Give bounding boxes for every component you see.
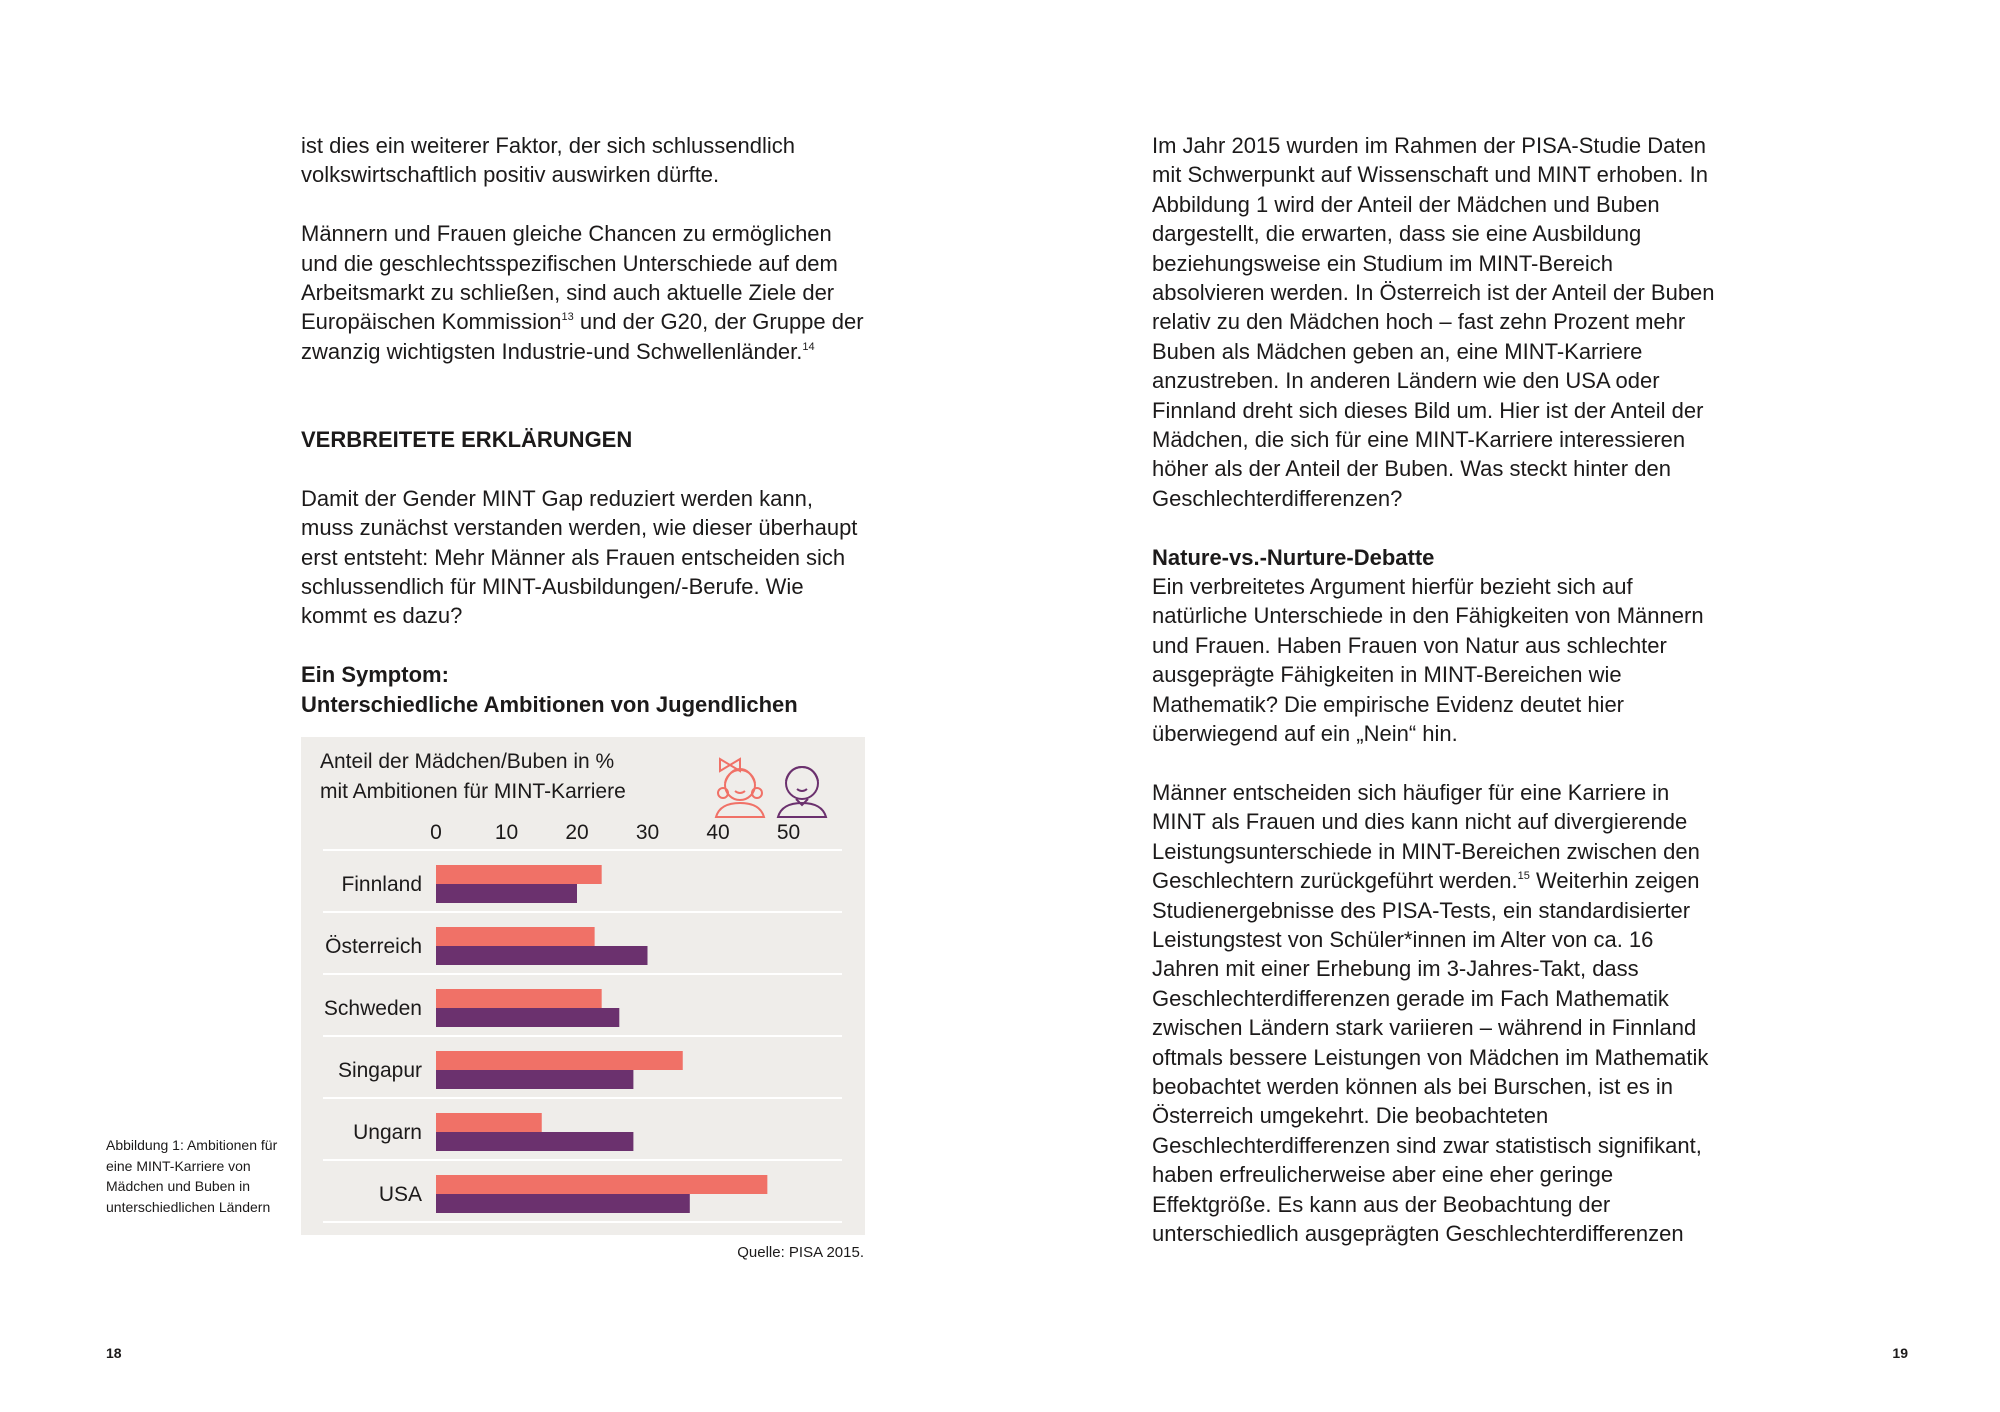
bar-buben-schweden [436,1008,619,1027]
right-heading: Nature-vs.-Nurture-Debatte [1152,544,1435,570]
chart-legend [716,759,826,817]
chart-title-line-2: mit Ambitionen für MINT-Karriere [320,779,626,803]
category-label: USA [378,1183,422,1206]
category-label: Schweden [323,997,422,1020]
right-paragraph-2: Ein verbreitetes Argument hierfür bezieht sich auf natürliche Unterschiede in den Fähigkeiten von Männern und Frauen. Haben Frauen von Natur aus schlechter ausgeprägte Fähigkeiten in MINT-Bereichen wie Mathematik? Die empirische Evidenz deutet hier überwiegend auf ein „Nein“ hin. [1152,574,1704,747]
right-paragraph-1: Im Jahr 2015 wurden im Rahmen der PISA-Studie Daten mit Schwerpunkt auf Wissenschaft und MINT erhoben. In Abbildung 1 wird der Anteil der Mädchen und Buben dargestellt, die erwarten, dass sie eine Ausbildung beziehungsweise ein Studium im MINT-Bereich absolvieren werden. In Österreich ist der Anteil der Buben relativ zu den Mädchen hoch – fast zehn Prozent mehr Buben als Mädchen geben an, eine MINT-Karriere anzustreben. In anderen Ländern wie den USA oder Finnland dreht sich dieses Bild um. Hier ist der Anteil der Mädchen, die sich für eine MINT-Karriere interessieren höher als der Anteil der Buben. Was steckt hinter den Geschlechterdifferenzen? [1152,133,1715,511]
subheading-ambitions: Unterschiedliche Ambitionen von Jugendlichen [301,691,798,717]
bar-chart [301,737,865,1235]
figure-caption: Abbildung 1: Ambitionen für eine MINT-Karriere von Mädchen und Buben in unterschiedlichen Ländern [106,1137,278,1215]
section-heading: VERBREITETE ERKLÄRUNGEN [301,427,633,453]
left-paragraph-2 [301,219,871,366]
bar-buben-ungarn [436,1132,633,1151]
chart-source: Quelle: PISA 2015. [737,1244,864,1261]
x-axis-ticks [430,821,800,844]
footnote-13: 13 [561,311,574,324]
x-tick-label: 20 [565,821,589,844]
right-paragraph-3 [1152,778,1722,1249]
footnote-15: 15 [1517,870,1530,883]
bar-maedchen-ungarn [436,1113,542,1132]
category-label: Österreich [325,935,422,958]
x-tick-label: 40 [706,821,730,844]
x-tick-label: 50 [776,821,801,844]
left-paragraph-2-text-2: und der G20, der Gruppe der zwanzig wichtigsten Industrie-und Schwellenländer. [301,309,864,364]
category-label: Finnland [341,873,422,896]
bar-buben-österreich [436,946,648,965]
page-number-left: 18 [106,1345,122,1361]
category-label: Singapur [337,1059,422,1082]
right-paragraph-3-text-2: Weiterhin zeigen Studienergebnisse des PISA-Tests, ein standardisierter Leistungstest von Schüler*innen im Alter von ca. 16 Jahren mit einer Erhebung im 3-Jahres-Takt, dass Geschlechterdifferenzen gerade im Fach Mathematik zwischen Ländern stark variieren – während in Finnland oftmals bessere Leistungen von Mädchen im Mathematik beobachtet werden können als bei Burschen, ist es in Österreich umgekehrt. Die beobachteten Geschlechterdifferenzen sind zwar statistisch signifikant, haben erfreulicherweise aber eine eher geringe Effektgröße. Es kann aus der Beobachtung der unterschiedlich ausgeprägten Geschlechterdifferenzen [1152,868,1709,1246]
page-number-right: 19 [1892,1345,1908,1361]
right-column [1152,131,1722,1248]
x-tick-label: 30 [635,821,660,844]
left-paragraph-2-text: Männern und Frauen gleiche Chancen zu ermöglichen und die geschlechtsspezifischen Unterschiede auf dem Arbeitsmarkt zu schließen, sind auch aktuelle Ziele der Europäischen Kommission [301,221,838,335]
right-paragraph-3-text: Männer entscheiden sich häufiger für eine Karriere in MINT als Frauen und dies kann nicht auf divergierende Leistungsunterschiede in MINT-Bereichen zwischen den Geschlechtern zurückgeführt werden. [1152,779,1700,894]
chart-rows [323,850,842,1222]
bar-maedchen-schweden [436,989,602,1008]
x-tick-label: 10 [494,821,519,844]
bar-maedchen-finnland [436,865,602,884]
subheading-symptom: Ein Symptom: [301,662,449,688]
bar-maedchen-usa [436,1175,767,1194]
chart-panel [301,737,865,1235]
bar-buben-singapur [436,1070,633,1089]
boy-icon [778,767,826,817]
bar-maedchen-österreich [436,927,595,946]
bar-buben-usa [436,1194,690,1213]
category-label: Ungarn [353,1121,422,1144]
left-column [301,131,871,719]
bar-maedchen-singapur [436,1051,683,1070]
left-paragraph-1: ist dies ein weiterer Faktor, der sich schlussendlich volkswirtschaftlich positiv auswirken dürfte. [301,133,795,188]
bar-buben-finnland [436,884,577,903]
girl-icon [716,759,764,817]
left-paragraph-3: Damit der Gender MINT Gap reduziert werden kann, muss zunächst verstanden werden, wie dieser überhaupt erst entsteht: Mehr Männer als Frauen entscheiden sich schlussendlich für MINT-Ausbildungen/-Berufe. Wie kommt es dazu? [301,485,858,629]
chart-title-line-1: Anteil der Mädchen/Buben in % [320,750,615,773]
footnote-14: 14 [802,340,815,353]
x-tick-label: 0 [430,821,442,844]
